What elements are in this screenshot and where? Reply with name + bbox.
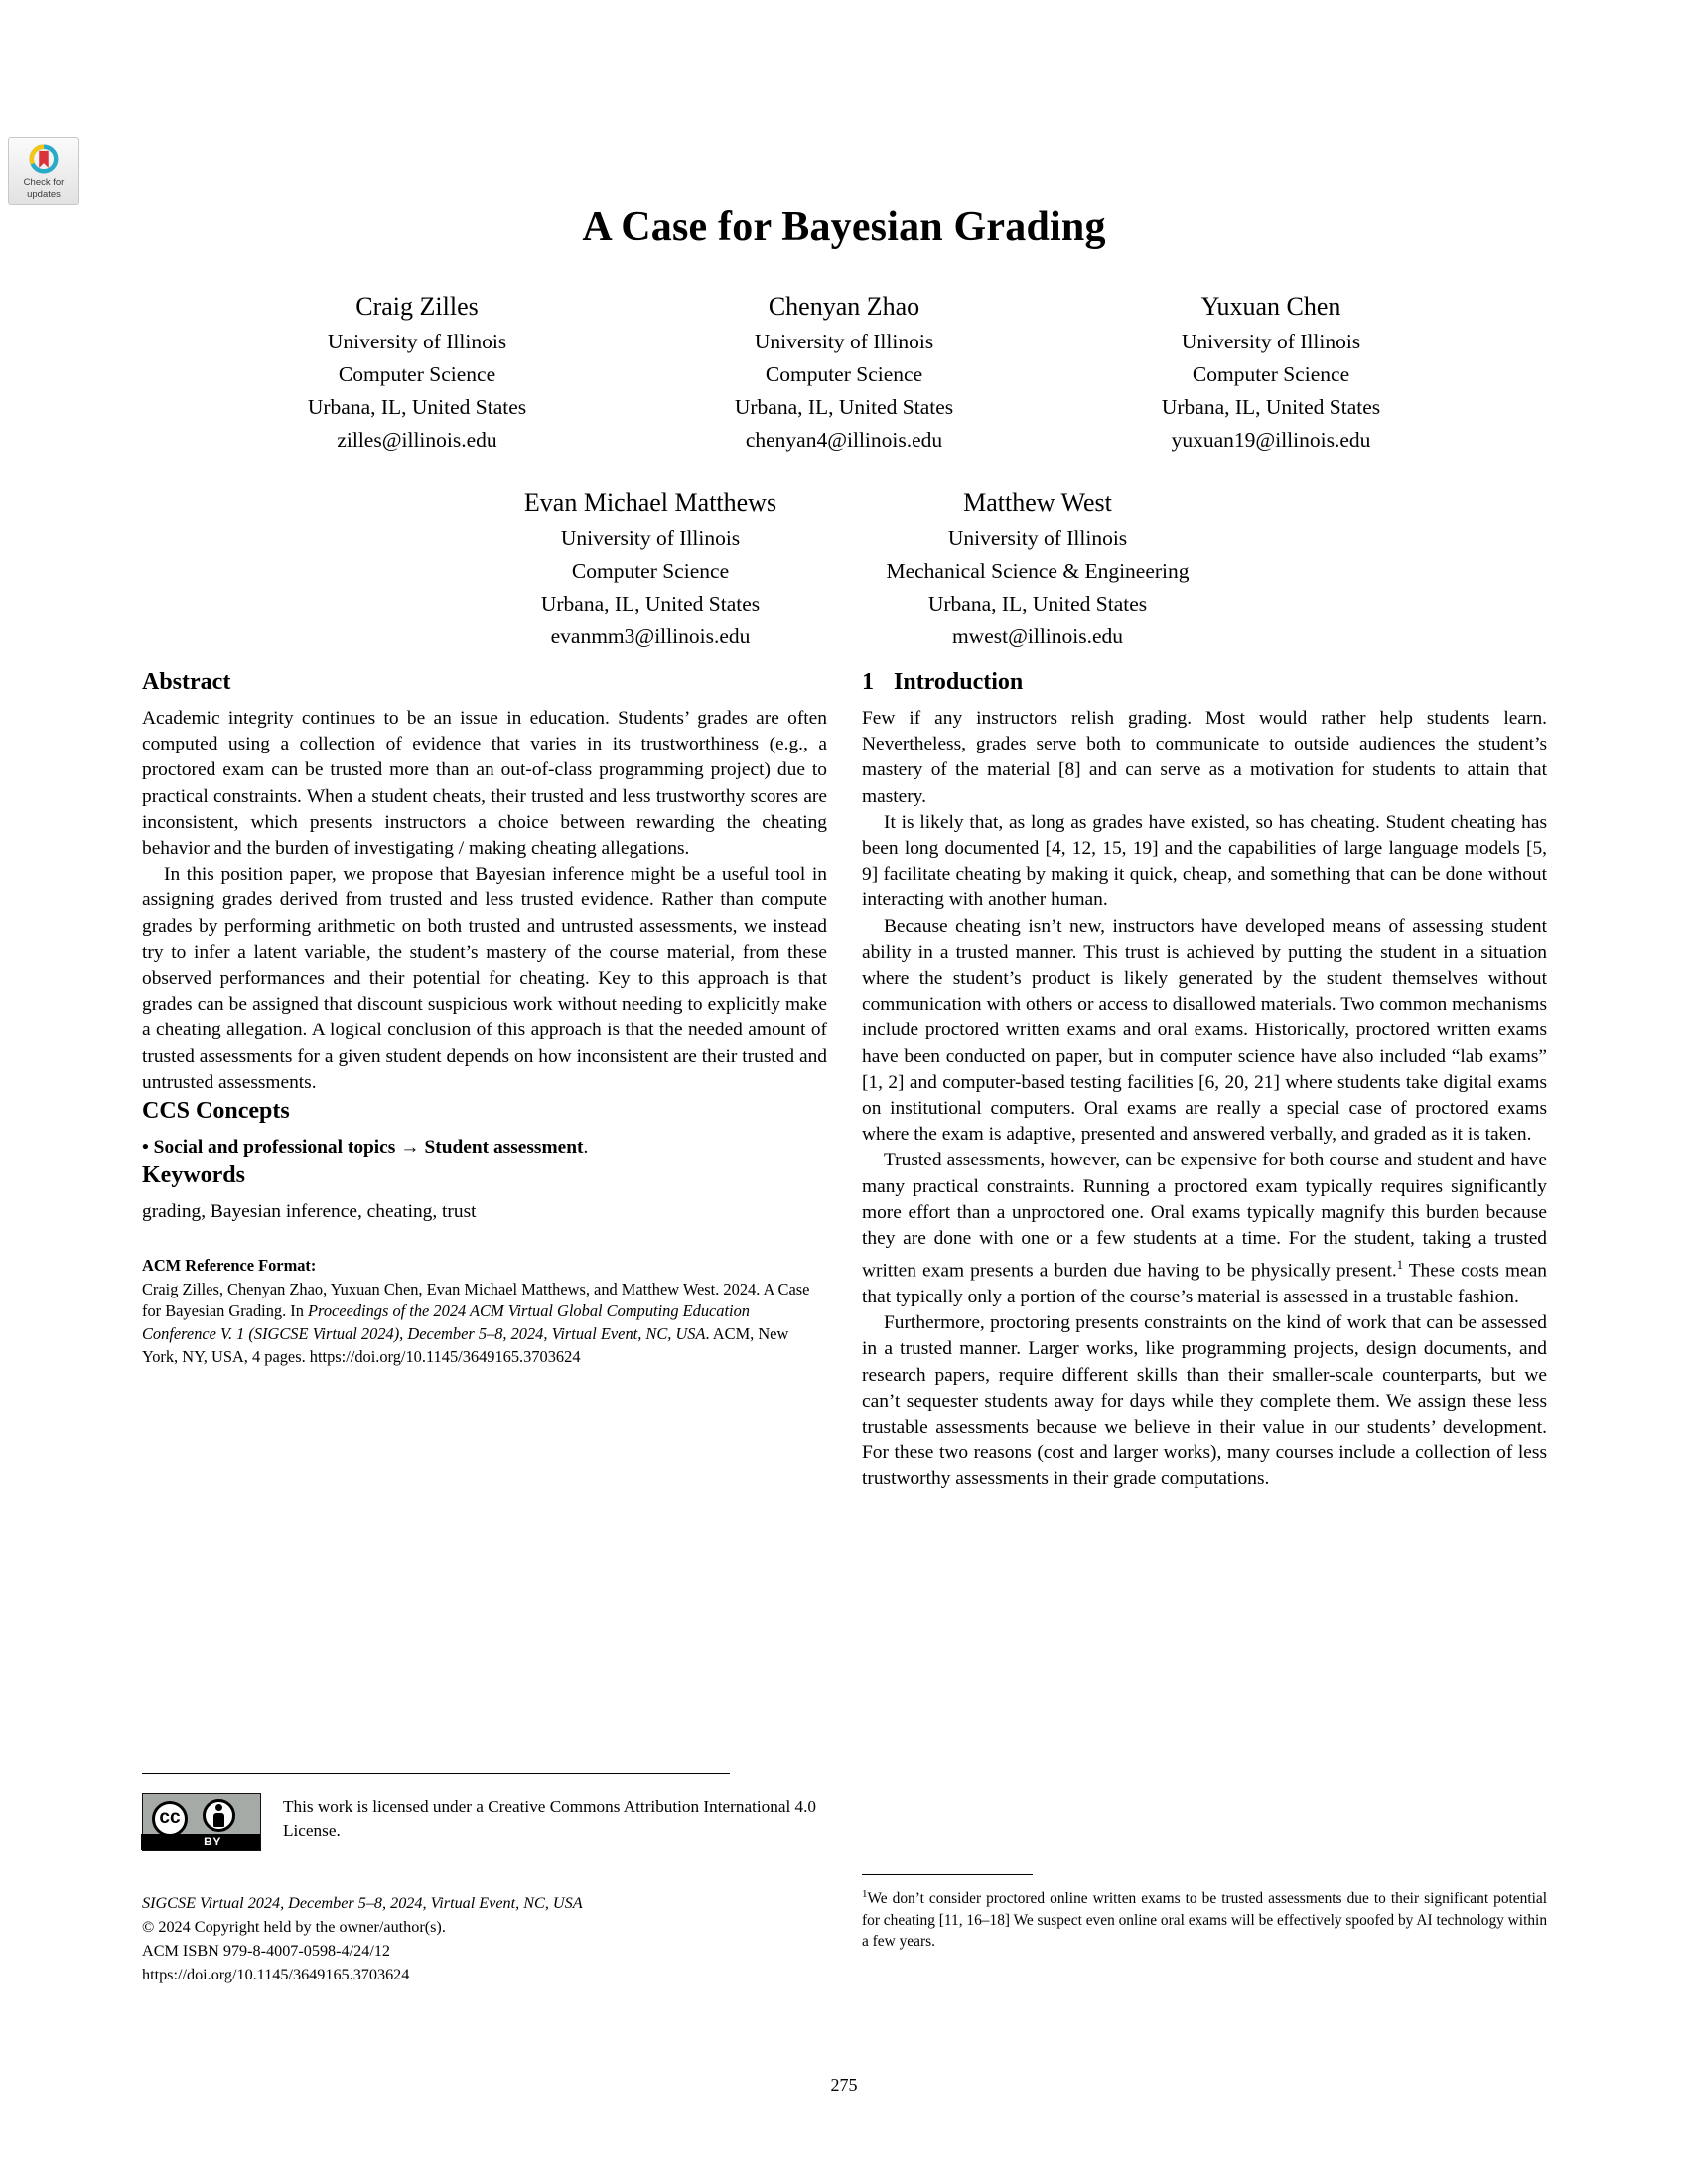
person-head-icon (215, 1804, 222, 1811)
author-email[interactable]: mwest@illinois.edu (951, 624, 1124, 648)
author-department: Computer Science (1192, 362, 1350, 386)
intro-paragraph-4-before: Trusted assessments, however, can be expensive for both course and student and have many practical constraints. Running a proctored exam typically requires significantly more effort than a unproctored one. Oral exams typically magnify this burden because they are done with one or a few students at a time. For the student, taking a trusted written exam presents a burden due having to be physically present. (862, 1150, 1547, 1282)
cc-by-label: BY (141, 1834, 260, 1850)
section-number: 1 (862, 669, 874, 695)
introduction-heading (862, 667, 1547, 697)
author-email[interactable]: evanmm3@illinois.edu (550, 624, 751, 648)
author-name: Chenyan Zhao (768, 292, 920, 321)
ccs-topic: Social and professional topics (153, 1137, 396, 1159)
right-column (862, 667, 1547, 1493)
crossmark-icon (27, 142, 61, 176)
author-block (631, 290, 1057, 457)
footnote-marker: 1 (862, 1888, 868, 1900)
ccs-arrow-icon: → (400, 1137, 420, 1159)
intro-paragraph-4 (862, 1148, 1547, 1310)
authors-row-first (0, 290, 1688, 457)
crossmark-label-line1: Check for (23, 177, 65, 188)
ccs-period: . (583, 1137, 589, 1159)
author-name: Evan Michael Matthews (523, 488, 777, 517)
license-block (142, 1793, 827, 1851)
intro-paragraph-5: Furthermore, proctoring presents constraints on the kind of work that can be assessed in a trusted manner. Larger works, like programming projects, design documents, and research papers, require different skills than their smaller-scale counterparts, but we can’t sequester students away for days while they complete them. We assign these less trustable assessments because we believe in their value in our students’ development. For these two reasons (cost and larger works), many courses include a collection of less trustworthy assessments in their grade computations. (862, 1312, 1547, 1490)
author-location: Urbana, IL, United States (540, 592, 761, 615)
keywords-text: grading, Bayesian inference, cheating, trust (142, 1201, 477, 1223)
ccs-heading: CCS Concepts (142, 1098, 290, 1125)
page-number: 275 (830, 2075, 858, 2095)
footnote-divider (862, 1874, 1033, 1875)
author-location: Urbana, IL, United States (734, 395, 954, 419)
intro-paragraph-1: Few if any instructors relish grading. Most would rather help students learn. Nevertheless, grades serve both to communicate to outside audiences the student’s mastery of the material [8] and can serve as a motivation for students to attain that mastery. (862, 708, 1547, 807)
author-institution: University of Illinois (1181, 330, 1361, 353)
author-institution: University of Illinois (327, 330, 507, 353)
author-department: Computer Science (571, 559, 730, 583)
abstract-heading: Abstract (142, 669, 231, 695)
author-block (204, 290, 631, 457)
author-institution: University of Illinois (947, 526, 1128, 550)
cc-glyph-label: cc (159, 1807, 181, 1828)
intro-paragraph-2: It is likely that, as long as grades have existed, so has cheating. Student cheating has been long documented [4, 12, 15, 19] and the capabilities of large language models [5, 9] facilitate cheating by making it quick, cheap, and something that can be done without interacting with another human. (862, 811, 1547, 911)
footnote-block (862, 1884, 1547, 1952)
author-block (844, 486, 1231, 653)
author-email[interactable]: yuxuan19@illinois.edu (1171, 428, 1371, 452)
authors-row-second (0, 486, 1688, 653)
abstract-paragraph-1: Academic integrity continues to be an issue in education. Students’ grades are often computed using a collection of evidence that varies in its trustworthiness (e.g., a proctored exam can be trusted more than an out-of-class programming project) due to practical constraints. When a student cheats, their trusted and less trustworthy scores are inconsistent, which presents instructors a choice between rewarding the cheating behavior and the burden of investigating / making cheating allegations. (142, 708, 827, 860)
copyright-doi[interactable]: https://doi.org/10.1145/3649165.3703624 (142, 1966, 410, 1983)
license-divider (142, 1773, 730, 1774)
acm-reference-text-before: Craig Zilles, Chenyan Zhao, Yuxuan Chen, Evan Michael Matthews, and Matthew West. 2024. A Case for Bayesian Grading. In (142, 1279, 810, 1321)
author-institution: University of Illinois (560, 526, 741, 550)
abstract-paragraph-2: In this position paper, we propose that Bayesian inference might be a useful tool in assigning grades derived from trusted and less trusted evidence. Rather than compute grades by performing arithmetic on both trusted and untrusted assessments, we instead try to infer a latent variable, the student’s mastery of the course material, from these observed performances and their potential for cheating. Key to this approach is that grades can be assigned that discount suspicious work without needing to explicitly make a cheating allegation. A logical conclusion of this approach is that the needed amount of trusted assessments for a given student depends on how inconsistent are their trusted and untrusted assessments. (142, 864, 827, 1093)
author-name: Yuxuan Chen (1200, 292, 1341, 321)
author-location: Urbana, IL, United States (1161, 395, 1381, 419)
intro-paragraph-3: Because cheating isn’t new, instructors have developed means of assessing student ability in a trusted manner. This trust is achieved by putting the student in a situation where the student’s product is likely generated by the student themselves without communication with others or access to disallowed materials. Two common mechanisms include proctored written exams and oral exams. Historically, proctored written exams have been conducted on paper, but in computer science have also included “lab exams” [1, 2] and computer-based testing facilities [6, 20, 21] where students take digital exams on institutional computers. Oral exams are really a special case of proctored exams where the exam is adaptive, presented and answered verbally, and graded as it is taken. (862, 915, 1547, 1146)
author-location: Urbana, IL, United States (927, 592, 1148, 615)
author-department: Computer Science (765, 362, 923, 386)
crossmark-badge[interactable] (8, 137, 79, 205)
author-location: Urbana, IL, United States (307, 395, 527, 419)
acm-reference-format (142, 1255, 827, 1368)
license-text: This work is licensed under a Creative Commons Attribution International 4.0 License. (283, 1797, 817, 1840)
author-name: Matthew West (963, 488, 1112, 517)
author-name: Craig Zilles (355, 292, 479, 321)
author-block (1057, 290, 1484, 457)
ccs-bullet: • (142, 1137, 149, 1159)
acm-reference-text-after: . ACM, New York, NY, USA, 4 pages. https://doi.org/10.1145/3649165.3703624 (142, 1324, 789, 1366)
ccs-subtopic: Student assessment (424, 1137, 584, 1159)
copyright-line-1: © 2024 Copyright held by the owner/author(s). (142, 1918, 446, 1936)
author-block (457, 486, 844, 653)
page-title: A Case for Bayesian Grading (582, 205, 1106, 250)
ccs-concepts-line (142, 1135, 827, 1160)
acm-reference-proceedings: Proceedings of the 2024 ACM Virtual Global Computing Education Conference V. 1 (SIGCSE Virtual 2024), December 5–8, 2024, Virtual Event, NC, USA (142, 1301, 750, 1344)
section-title: Introduction (894, 669, 1024, 695)
author-email[interactable]: zilles@illinois.edu (337, 428, 497, 452)
left-column (142, 667, 827, 1368)
keywords-heading: Keywords (142, 1162, 245, 1189)
intro-paragraph-4-after: These costs mean that typically only a portion of the course’s material is assessed in a trustable fashion. (862, 1260, 1547, 1307)
creative-commons-by-icon (142, 1793, 261, 1851)
footnote-marker-inline[interactable]: 1 (1396, 1258, 1403, 1273)
author-department: Computer Science (338, 362, 496, 386)
copyright-venue: SIGCSE Virtual 2024, December 5–8, 2024, Virtual Event, NC, USA (142, 1894, 583, 1912)
acm-reference-heading: ACM Reference Format: (142, 1256, 317, 1276)
person-body-icon (213, 1813, 224, 1827)
footnote-text: We don’t consider proctored online written exams to be trusted assessments due to their significant potential for cheating [11, 16–18] We suspect even online oral exams will be effectively spoofed by AI technology within a few years. (862, 1890, 1548, 1950)
author-department: Mechanical Science & Engineering (886, 559, 1190, 583)
crossmark-label-line2: updates (27, 189, 61, 200)
author-email[interactable]: chenyan4@illinois.edu (745, 428, 943, 452)
copyright-isbn: ACM ISBN 979-8-4007-0598-4/24/12 (142, 1942, 391, 1960)
copyright-block (142, 1891, 837, 1986)
author-institution: University of Illinois (754, 330, 934, 353)
